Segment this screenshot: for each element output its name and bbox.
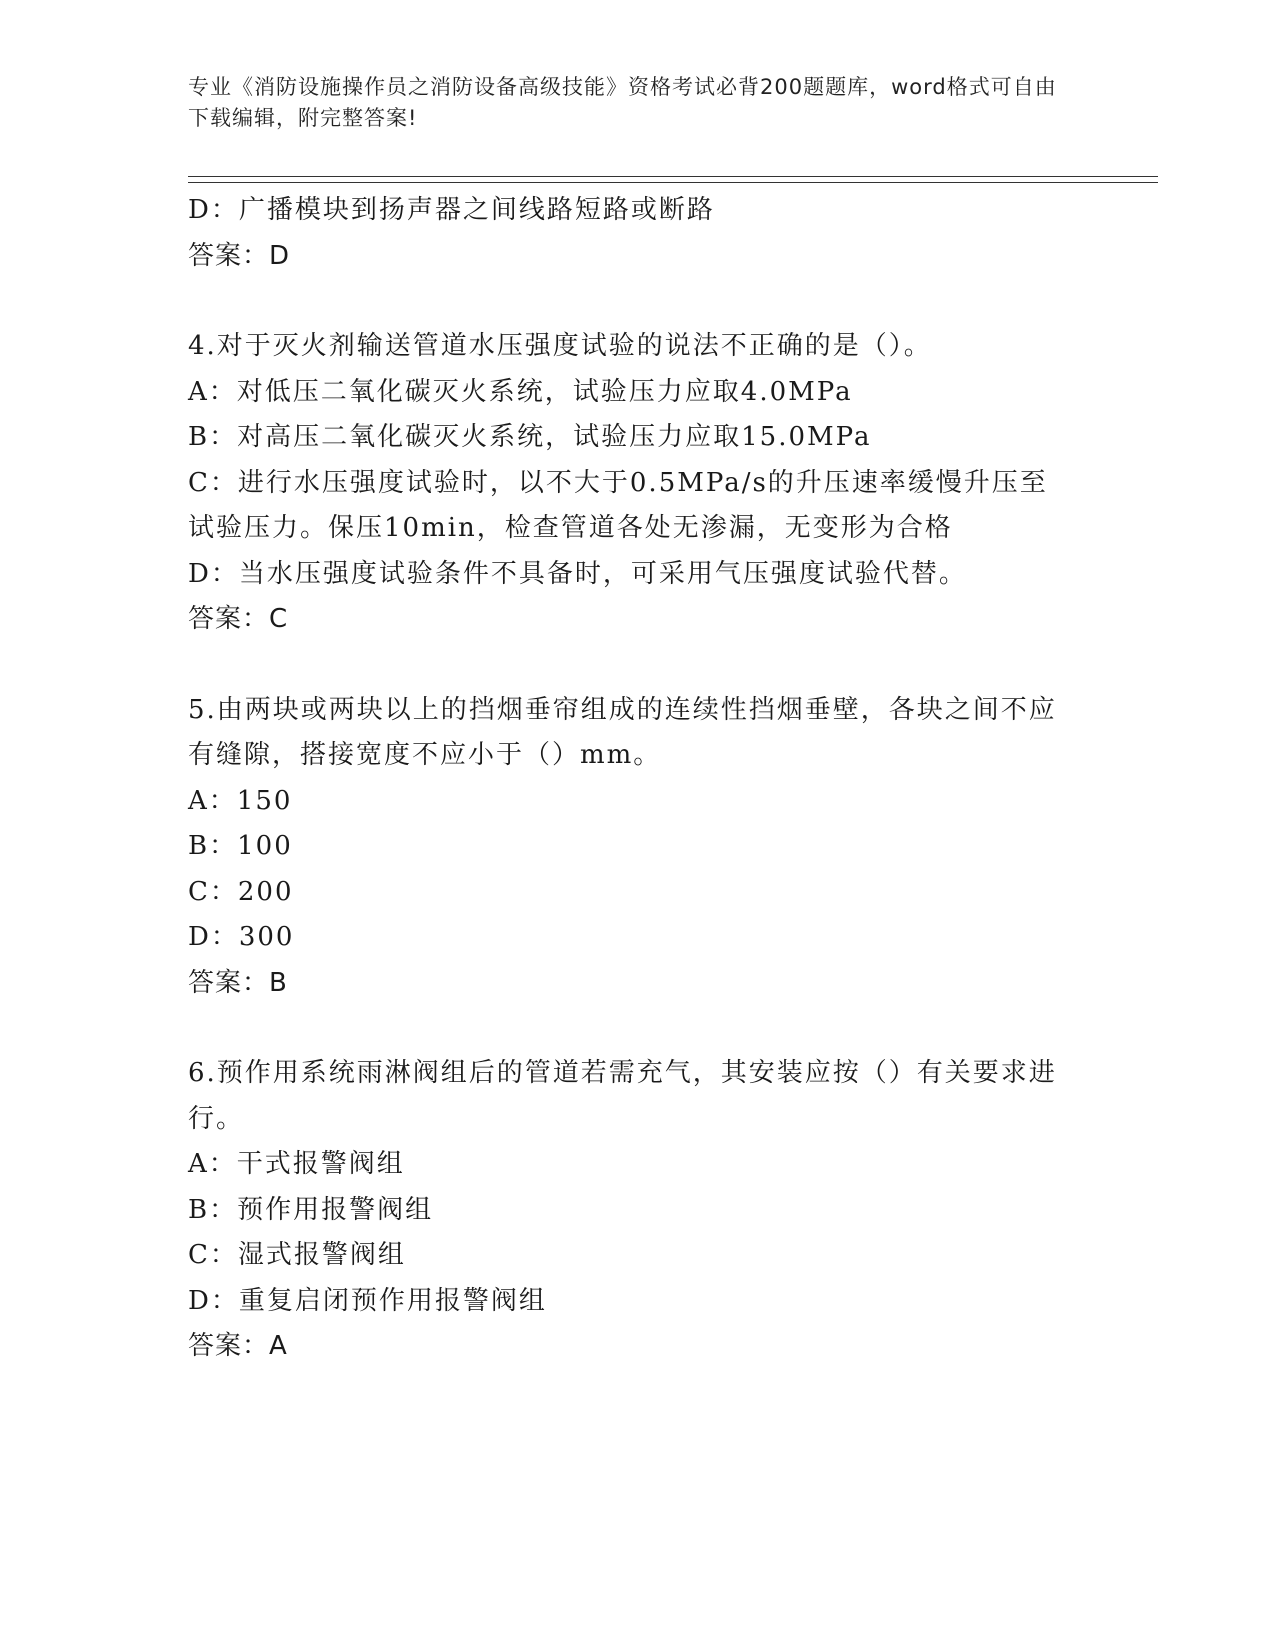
question-4 <box>188 324 1068 643</box>
question-option-d: D：当水压强度试验条件不具备时，可采用气压强度试验代替。 <box>188 558 967 589</box>
question-option-c: C：湿式报警阀组 <box>188 1240 406 1270</box>
question-5 <box>188 688 1068 1007</box>
question-option-c: C：200 <box>188 876 294 907</box>
question-6 <box>188 1051 1068 1370</box>
question-option-a: A：150 <box>188 785 293 816</box>
question-option-b: B：预作用报警阀组 <box>188 1194 434 1225</box>
question-option-a: A：对低压二氧化碳灭火系统，试验压力应取4.0MPa <box>188 376 853 407</box>
header-divider-bottom <box>188 182 1158 183</box>
question-answer: 答案：B <box>188 967 288 998</box>
question-3-answer: 答案：D <box>188 240 291 271</box>
document-body <box>188 188 1068 1370</box>
question-option-d: D：重复启闭预作用报警阀组 <box>188 1285 547 1316</box>
question-stem: 4.对于灭火剂输送管道水压强度试验的说法不正确的是（）。 <box>188 331 932 361</box>
question-option-c: C：进行水压强度试验时，以不大于0.5MPa/s的升压速率缓慢升压至试验压力。保压10min，检查管道各处无渗漏，无变形为合格 <box>188 467 1048 543</box>
question-answer: 答案：C <box>188 604 289 634</box>
document-header: 专业《消防设施操作员之消防设备高级技能》资格考试必背200题题库，word格式可自由下载编辑，附完整答案! <box>188 75 1057 130</box>
question-stem: 5.由两块或两块以上的挡烟垂帘组成的连续性挡烟垂壁，各块之间不应有缝隙，搭接宽度不应小于（）mm。 <box>188 694 1057 770</box>
question-stem: 6.预作用系统雨淋阀组后的管道若需充气，其安装应按（）有关要求进行。 <box>188 1058 1057 1134</box>
question-option-b: B：对高压二氧化碳灭火系统，试验压力应取15.0MPa <box>188 422 872 452</box>
question-answer: 答案：A <box>188 1331 288 1361</box>
question-3-option-d: D：广播模块到扬声器之间线路短路或断路 <box>188 195 715 225</box>
question-option-a: A：干式报警阀组 <box>188 1149 405 1179</box>
header-divider-top <box>188 176 1158 177</box>
question-option-d: D：300 <box>188 922 295 952</box>
question-option-b: B：100 <box>188 831 293 861</box>
